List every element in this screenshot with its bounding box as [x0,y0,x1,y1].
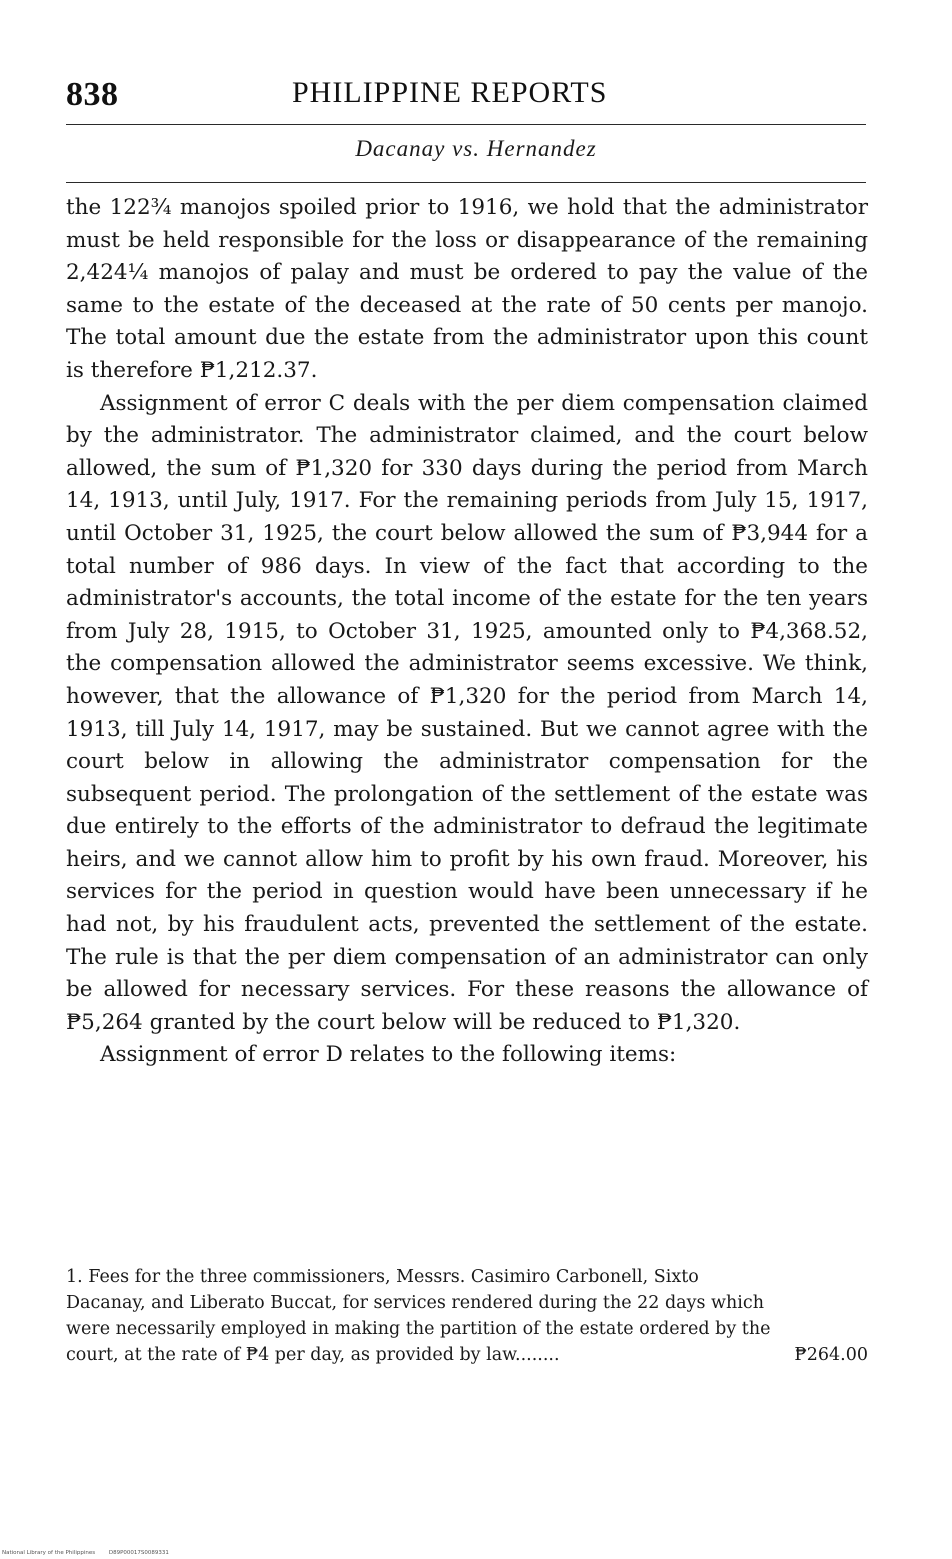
header-rule-bottom [66,182,866,183]
paragraph-continuation: the 122¾ manojos spoiled prior to 1916, we hold that the administrator must be held responsible for the loss or disappearance of the remaining 2,424¼ manojos of palay and must be ordered to pay the value of the same to the estate of the deceased at the rate of 50 cents per manojo. The total amount due the estate from the administrator upon this count is therefore ₱1,212.37. [66,195,868,383]
paragraph-error-d: Assignment of error D relates to the following items: [100,1042,677,1068]
running-head: PHILIPPINE REPORTS [292,76,608,109]
paragraph-error-c: Assignment of error C deals with the per diem compensation claimed by the administrator. The administrator claimed, and the court below allowed, the sum of ₱1,320 for 330 days during the period from March 14, 1913, until July, 1917. For the remaining periods from July 15, 1917, until October 31, 1925, the court below allowed the sum of ₱3,944 for a total number of 986 days. In view of the fact that according to the administrator's accounts, the total income of the estate for the ten years from July 28, 1915, to October 31, 1925, amounted only to ₱4,368.52, the compensation allowed the administrator seems excessive. We think, however, that the allowance of ₱1,320 for the period from March 14, 1913, till July 14, 1917, may be sustained. But we cannot agree with the court below in allowing the administrator compensation for the subsequent period. The prolongation of the settlement of the estate was due entirely to the efforts of the administrator to defraud the legitimate heirs, and we cannot allow him to profit by his own fraud. Moreover, his services for the period in question would have been unnecessary if he had not, by his fraudulent acts, prevented the settlement of the estate. The rule is that the per diem compensation of an administrator can only be allowed for necessary services. For these reasons the allowance of ₱5,264 granted by the court below will be reduced to ₱1,320. [66,390,868,1035]
library-name: National Library of the Philippines [2,1550,96,1556]
case-title: Dacanay vs. Hernandez [355,136,597,161]
footnote-item [66,1264,868,1368]
library-note [2,1550,169,1556]
page-number: 838 [66,76,119,113]
footnote-item-text: 1. Fees for the three commissioners, Messrs. Casimiro Carbonell, Sixto Dacanay, and Liberato Buccat, for services rendered during the 22 days which were necessarily employed in making the partition of the estate ordered by the court, at the rate of ₱4 per day, as provided by law........ [66,1267,771,1365]
footnote-item-amount: ₱264.00 [794,1345,868,1365]
body-text [66,192,868,1072]
header-rule-top [66,124,866,125]
library-code: D89P00017S0089331 [108,1550,169,1556]
